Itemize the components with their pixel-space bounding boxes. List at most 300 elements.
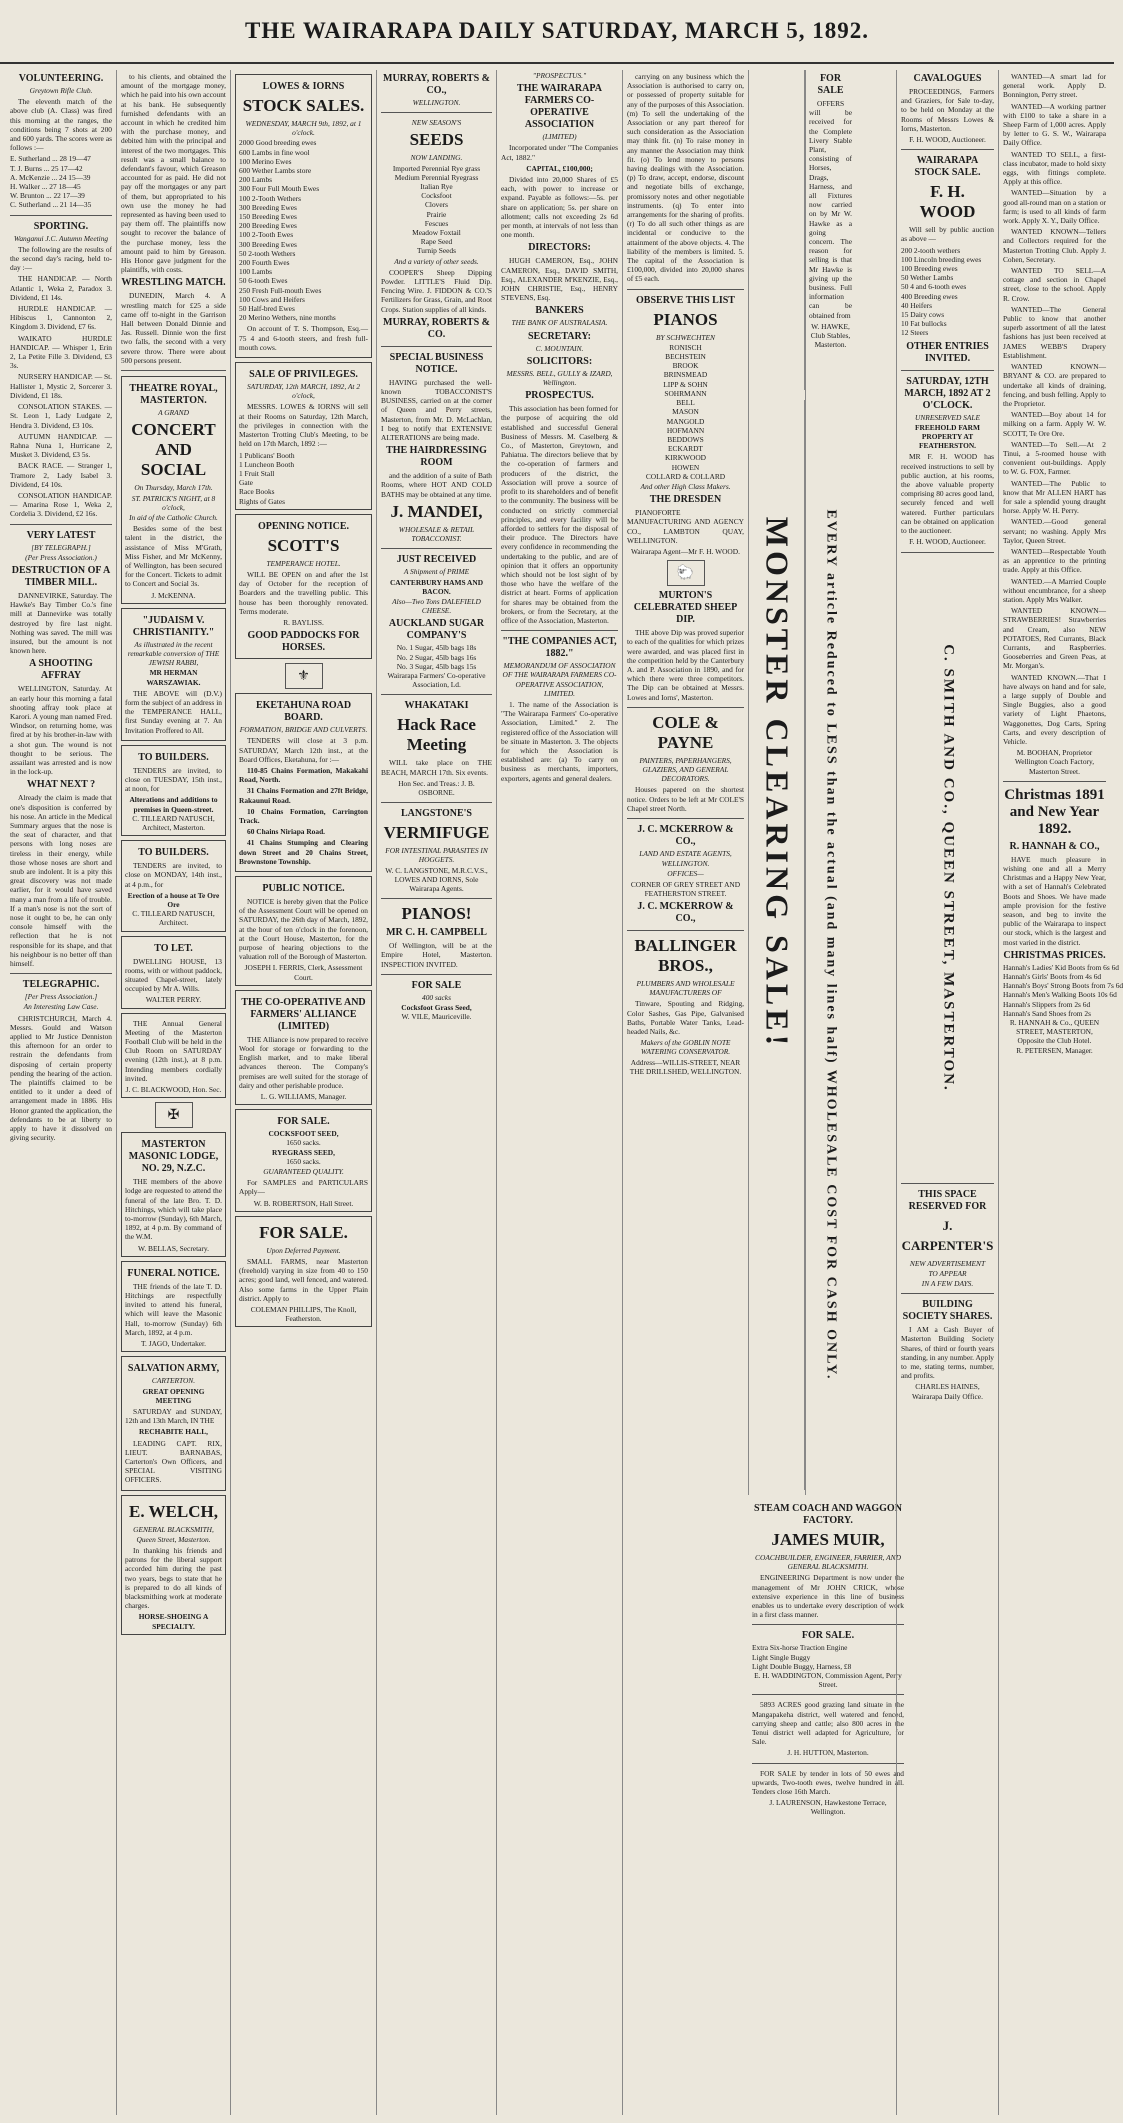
ad-text: Incorporated under "The Companies Act, 1882." — [501, 143, 618, 162]
piano-maker: BECHSTEIN — [665, 352, 706, 362]
ad-heading: DIRECTORS: — [528, 242, 591, 254]
seed-item: Imported Perennial Rye grass — [392, 163, 481, 173]
ad-text: DWELLING HOUSE, 13 rooms, with or without paddock, situated Chapel-street, lately occupied by Mr A. Wills. — [125, 956, 222, 994]
advertisement-seed-sale — [235, 1109, 372, 1212]
ad-subheading: Also—Two Tons DALEFIELD CHEESE. — [392, 596, 481, 616]
wanted-ad: WANTED—A smart lad for general work. Apply D. Bonnington, Perry street. — [1003, 72, 1106, 100]
ad-signature: W. C. LANGSTONE, M.R.C.V.S., LOWES AND IORNS, Sole Wairarapa Agents. — [385, 865, 488, 893]
column-10 — [998, 70, 1123, 2115]
ad-heading: R. HANNAH & CO., — [1009, 840, 1100, 852]
ad-name: MR HERMAN WARSZAWIAK. — [146, 668, 201, 687]
ad-subheading: 400 sacks — [422, 992, 451, 1002]
ad-text: Tinware, Spouting and Ridging, Color Sashes, Gas Pipe, Galvanised Baths, Portable Water Tanks, Lead-headed Nails, &c. — [627, 999, 744, 1037]
ad-subheading: CARTERTON. — [151, 1376, 196, 1386]
ad-title: STOCK SALES. — [242, 96, 365, 115]
ad-text: TENDERS will close at 3 p.m. SATURDAY, March 12th inst., at the Board Offices, Eketahuna, for :— — [239, 736, 368, 764]
stock-item: 100 Merino Ewes — [239, 156, 292, 166]
ad-heading: SOLICITORS: — [526, 355, 593, 367]
stock-item: 100 Lambs — [239, 267, 273, 277]
ad-heading: MR C. H. CAMPBELL — [386, 927, 487, 939]
advertisement-judaism — [121, 608, 226, 741]
seed-item: Italian Rye — [420, 182, 453, 192]
ad-heading: MURTON'S CELEBRATED SHEEP DIP. — [633, 590, 738, 626]
wanted-ad: WANTED KNOWN—BRYANT & CO. are prepared to undertake all kinds of draining, fencing, and bush felling. Apply to the Proprietor. — [1003, 362, 1106, 408]
seed-item: Meadow Foxtail — [412, 228, 461, 238]
ad-heading: LOWES & IORNS — [262, 81, 345, 92]
section-heading: SPORTING. — [33, 220, 89, 232]
ad-heading: THE HAIRDRESSING ROOM — [386, 445, 487, 469]
advertisement-temperance-hotel — [235, 514, 372, 659]
ad-title: J. MANDEI, — [390, 501, 483, 521]
ad-heading: J. C. MCKERROW & CO., — [637, 823, 734, 847]
ad-text: WILL BE OPEN on and after the 1st day of October for the reception of Boarders and the travelling public. This house has been thoroughly renovated. Terms moderate. — [239, 569, 368, 616]
ad-subheading: And other High Class Makers. — [640, 481, 731, 491]
stock-item: 2000 Good breeding ewes — [239, 138, 317, 148]
capital-amount: CAPITAL, £100,000; — [526, 163, 593, 173]
race-result: CONSOLATION STAKES. — St. Leon 1, Lady Ludgate 2, Hendra 3. Dividend, £3 10s. — [10, 402, 112, 430]
score-item: A. McKenzie ... 24 15—39 — [10, 172, 91, 182]
ad-text: and the addition of a suite of Bath Rooms, where HOT AND COLD BATHS may be obtained at any time. — [381, 471, 492, 499]
piano-maker: BEDDOWS — [667, 434, 704, 444]
ad-highlight: Erection of a house at Te Ore Ore — [127, 890, 220, 909]
score-item: H. Walker ... 27 18—45 — [10, 182, 81, 192]
sale-item: 1650 sacks. — [286, 1156, 321, 1166]
privilege-item: 1 Publicans' Booth — [239, 450, 295, 460]
stock-item: 100 2-Tooth Wethers — [239, 193, 301, 203]
wanted-ad: WANTED—To Sell.—At 2 Tinui, a 5-roomed house with convenient out-buildings. Apply to W. G. FOX, Farmer. — [1003, 439, 1106, 477]
ad-subheading: PAINTERS, PAPERHANGERS, GLAZIERS, AND GENERAL DECORATORS. — [639, 755, 732, 784]
tender-item: 10 Chains Formation, Carrington Track. — [239, 806, 368, 825]
ad-heading: CAVALOGUES — [913, 73, 982, 84]
privilege-item: Race Books — [239, 487, 275, 497]
wanted-ad: WANTED.—A Married Couple without encumbrance, for a sheep station. Apply Mrs Walker. — [1003, 576, 1106, 604]
ad-subheading: NEW ADVERTISEMENT — [909, 1258, 986, 1268]
ad-title: VERMIFUGE — [383, 823, 490, 843]
clearing-sale-title: MONSTER CLEARING SALE! — [759, 516, 796, 1049]
ad-heading: FOR SALE. — [277, 1116, 330, 1128]
wanted-ad: WANTED TO SELL, a first-class incubator, made to hold sixty eggs, with fittings complete. Apply at this office. — [1003, 149, 1106, 187]
piano-maker: HOWEN — [671, 462, 700, 472]
ad-heading: TO LET. — [154, 942, 193, 954]
seed-item: Medium Perennial Ryegrass — [394, 172, 479, 182]
divider — [10, 524, 112, 525]
price-item: Hannah's Boys' Strong Boots from 7s 6d — [1003, 981, 1123, 991]
stock-item: 15 Dairy cows — [901, 310, 945, 320]
piano-maker: HOFMANN — [666, 425, 705, 435]
ad-text: TENDERS are invited, to close on TUESDAY, 15th inst., at noon, for — [125, 765, 222, 794]
ad-subheading: GENERAL BLACKSMITH, — [133, 1524, 214, 1534]
sale-item: Extra Six-horse Traction Engine — [752, 1643, 848, 1653]
stock-item: 40 Heifers — [901, 300, 932, 310]
ad-signature: F. H. WOOD, Auctioneer. — [909, 135, 986, 145]
ad-text: Besides some of the best talent in the district, the assistance of Miss M'Grath, Miss Fisher, and Mr McKenny, of Wellington, has been secured for the Concert. Tickets to admit to Concert and Social 3s. — [125, 524, 222, 589]
ad-heading: THEATRE ROYAL, MASTERTON. — [129, 383, 218, 407]
coat-of-arms-icon: ⚜ — [285, 663, 323, 689]
stock-item: 50 Wether Lambs — [901, 273, 954, 283]
ad-signature: J. McKENNA. — [151, 590, 196, 600]
ad-heading: WAIRARAPA STOCK SALE. — [914, 155, 981, 179]
ad-heading: BANKERS — [535, 305, 584, 317]
piano-maker-list — [627, 343, 744, 481]
ad-text: Will sell by public auction as above — — [901, 225, 994, 244]
column-5 — [496, 70, 622, 2115]
clearing-sale-text: EVERY article Reduced to LESS than the actual (and many lines half) WHOLESALE COST FOR CASH ONLY. — [823, 509, 839, 1381]
ad-heading: THE WAIRARAPA FARMERS CO-OPERATIVE ASSOCIATION — [517, 83, 602, 131]
divider — [1003, 781, 1106, 782]
ad-signature: Address—WILLIS-STREET, NEAR THE DRILLSHED, WELLINGTON. — [629, 1057, 742, 1076]
divider — [901, 1293, 994, 1294]
ad-title: BALLINGER BROS., — [634, 936, 737, 975]
sugar-item: No. 1 Sugar, 45lb bags 18s — [396, 643, 477, 653]
ad-heading: SATURDAY, 12TH MARCH, 1892 AT 2 O'CLOCK. — [904, 375, 991, 411]
ad-signature: J. H. HUTTON, Masterton. — [787, 1748, 869, 1758]
ad-subheading: BY SCHWECHTEN — [656, 332, 715, 342]
divider — [901, 552, 994, 553]
price-item: Hannah's Sand Shoes from 2s — [1003, 1008, 1091, 1018]
ad-title: JAMES MUIR, — [771, 1530, 885, 1549]
ad-highlight: FREEHOLD FARM PROPERTY AT FEATHERSTON. — [915, 422, 980, 451]
column-2 — [116, 70, 230, 2115]
ad-title: GREAT OPENING MEETING — [142, 1386, 205, 1405]
stock-item: 50 2-tooth Wethers — [239, 248, 296, 258]
ad-text: Divided into 20,000 Shares of £5 each, with power to increase or expand. Payable as follows:—5s. per share on application; 5s. per share on allotment; calls not exceeding 2s 6d per month, at intervals of not less than one month. — [501, 175, 618, 240]
advertisement-football — [121, 1013, 226, 1099]
ad-signature: Hon Sec. and Treas.: J. B. OSBORNE. — [398, 778, 475, 797]
stock-item: 400 Breeding ewes — [901, 291, 958, 301]
ad-subheading: FORMATION, BRIDGE AND CULVERTS. — [239, 725, 368, 735]
stock-item: 200 2-tooth wethers — [901, 245, 961, 255]
ad-text: 1. The name of the Association is "The Wairarapa Farmers' Co-operative Association, Limited." 2. The registered office of the Association will be situate in Masterton. 3. The objects for which the Association is established are: (a) To carry on business as merchants, importers, exporters, agents and general dealers. — [501, 699, 618, 783]
article-heading: WRESTLING MATCH. — [121, 277, 226, 289]
divider — [381, 898, 492, 899]
ad-heading: LANGSTONE'S — [401, 808, 472, 820]
ad-heading: SPECIAL BUSINESS NOTICE. — [389, 351, 484, 375]
section-subheading: (Per Press Association.) — [25, 552, 97, 562]
privilege-item: Rights of Gates — [239, 496, 285, 506]
ad-signature: Wairarapa Farmers' Co-operative Association, Ld. — [387, 670, 486, 690]
ad-text: MESSRS. LOWES & IORNS will sell at their Rooms on Saturday, 12th March, the privileges in connection with the Masterton Trotting Club's Meeting, to be held on 17th March, 1892 :— — [239, 402, 368, 449]
ad-text: 5893 ACRES good grazing land situate in the Mangapakeha district, well watered and fenced, carrying sheep and cattle; also 800 acres in the Tenui district well adapted for Agriculture, for Sale. — [752, 1700, 904, 1747]
tender-item: 110-85 Chains Formation, Makakahi Road, North. — [239, 765, 368, 785]
advertisement-builders — [121, 745, 226, 836]
stock-item: 200 Fourth Ewes — [239, 258, 290, 268]
privilege-item: Gate — [239, 478, 253, 488]
seed-item: Turnip Seeds — [417, 246, 456, 256]
section-subheading: Wanganui J.C. Autumn Meeting — [13, 233, 109, 243]
stock-item: 100 Breeding ewes — [901, 264, 958, 274]
stock-item: 50 Half-bred Ewes — [239, 304, 295, 314]
ad-signature: W. B. ROBERTSON, Hall Street. — [253, 1198, 354, 1208]
newspaper-title: THE WAIRARAPA DAILY SATURDAY, MARCH 5, 1892. — [245, 18, 869, 43]
wanted-ad: WANTED—The Public to know that Mr ALLEN HART has for sale a splendid young draught horse. Apply W. H. Perry. — [1003, 478, 1106, 516]
wanted-ad: WANTED—The General Public to know that another superb assortment of all the latest fashions has just been received at JAMES WEBB'S Drapery Establishment. — [1003, 304, 1106, 360]
sugar-item: No. 2 Sugar, 45lb bags 16s — [396, 652, 477, 662]
ad-title: E. WELCH, — [129, 1501, 218, 1521]
price-item: Hannah's Slippers from 2s 6d — [1003, 999, 1091, 1009]
article-text: CHRISTCHURCH, March 4. Messrs. Gould and Watson applied to Mr Justice Denniston this afternoon for an order to restrain the defendants from disposing of certain property pending the hearing of the action. The plaintiffs claimed to be entitled to it under a deed of arrangement made in 1886. His Honor granted the application, the defendants to be at liberty to apply to have it dissolved on giving security. — [10, 1013, 112, 1143]
column-3 — [230, 70, 376, 2115]
ad-text: OFFERS will be received for the Complete Livery Stable Plant, consisting of Horses, Drags, Harness, and all Fixtures now carried on by Mr W. Hawke as a going concern. The reason for selling is that Mr Hawke is giving up the business. Full information can be obtained from — [809, 99, 852, 320]
ad-subheading: As illustrated in the recent remarkable conversion of THE JEWISH RABBI, — [127, 639, 220, 668]
divider — [752, 1624, 904, 1625]
stock-item: 150 Breeding Ewes — [239, 212, 297, 222]
advertisement-blacksmith — [121, 1495, 226, 1635]
piano-maker: ECKARDT — [668, 444, 703, 454]
ad-subheading: Queen Street, Masterton. — [136, 1534, 211, 1544]
ad-title: SEEDS — [409, 130, 464, 150]
sale-item: Light Double Buggy, Harness, £8 — [752, 1661, 852, 1671]
divider — [901, 370, 994, 371]
ad-heading: MASTERTON MASONIC LODGE, NO. 29, N.Z.C. — [128, 1139, 219, 1175]
sugar-list — [381, 643, 492, 671]
stock-item: 600 Lambs in fine wool — [239, 147, 310, 157]
piano-maker: LIPP & SOHN — [663, 379, 708, 389]
ad-subheading: UNRESERVED SALE — [915, 412, 980, 422]
section-subheading: Greytown Rifle Club. — [29, 86, 93, 95]
sale-item: RYEGRASS SEED, — [272, 1147, 335, 1157]
sale-item: 1650 sacks. — [286, 1138, 321, 1148]
seed-item: Rape Seed — [420, 237, 453, 247]
stock-item: 600 Wether Lambs store — [239, 166, 312, 176]
divider — [627, 707, 744, 708]
seed-list — [381, 164, 492, 256]
ad-text: For SAMPLES and PARTICULARS Apply— — [239, 1178, 368, 1197]
advertisement-funeral — [121, 1261, 226, 1352]
piano-maker: COLLARD & COLLARD — [645, 471, 726, 481]
ad-text: HAVING purchased the well-known TOBACCONIST'S BUSINESS, carried on at the corner of Queen and Perry streets, Masterton, from Mr. D. McLachlan, I beg to notify that EXTENSIVE ALTERATIONS are being made. — [381, 377, 492, 443]
divider — [121, 370, 226, 371]
ad-heading: JUST RECEIVED — [396, 554, 477, 566]
price-item: Hannah's Girls' Boots from 4s 6d — [1003, 972, 1102, 982]
ad-highlight: Alterations and additions to premises in Queen-street. — [129, 795, 218, 814]
ad-heading: WHAKATAKI — [404, 700, 469, 712]
ad-subheading: PLUMBERS AND WHOLESALE MANUFACTURERS OF — [636, 979, 735, 998]
ad-heading: J. C. MCKERROW & CO., — [637, 901, 734, 924]
ad-text: Of Wellington, will be at the Empire Hotel, Masterton. INSPECTION INVITED. — [381, 941, 492, 969]
section-heading: TELEGRAPHIC. — [22, 979, 100, 991]
tender-item: 31 Chains Formation and 27ft Bridge, Rakaunui Road. — [239, 786, 368, 805]
score-item: T. J. Burns ... 25 17—42 — [10, 163, 83, 173]
wanted-ad: WANTED—A working partner with £100 to take a share in a Sheep Farm of 1,000 acres. Apply by letter to G. S. W., Wairarapa Daily Office. — [1003, 101, 1106, 148]
article-text: WELLINGTON, Saturday. At an early hour this morning a fatal shooting affray took place at Karori. A young man named Fred. Windsor, on returning home, was fired at by his brother-in-law with a shot gun. The wound is not thought to be serious. The assailant was arrested and is now in the lock-up. — [10, 684, 112, 777]
race-result: AUTUMN HANDICAP. — Rahna Nuna 1, Hurricane 2, Musket 3. Dividend, £3 5s. — [10, 431, 112, 460]
tender-item: 60 Chains Niriapa Road. — [247, 827, 326, 837]
ad-subheading: MESSRS. BELL, GULLY & IZARD, Wellington. — [506, 368, 613, 388]
advertisement-concert — [121, 376, 226, 604]
stock-item: 50 6-tooth Ewes — [239, 276, 288, 286]
ad-text: THE Alliance is now prepared to receive Wool for storage or forwarding to the English market, and to make liberal advances thereon. The Company's premises are well suited for the storage of dairy and other perishable produce. — [239, 1034, 368, 1090]
divider — [381, 802, 492, 803]
masthead — [0, 0, 1114, 64]
privilege-item: 1 Luncheon Booth — [239, 459, 295, 469]
ad-title: Hack Race Meeting — [397, 715, 476, 755]
ad-text: THE friends of the late T. D. Hitchings are respectfully invited to attend his funeral, which will leave the Masonic Hall, to-morrow (Sunday) 6th March, 1892, at 4 p.m. — [125, 1281, 222, 1337]
privilege-item: 1 Fruit Stall — [239, 468, 275, 478]
ad-subheading: LAND AND ESTATE AGENTS, — [639, 848, 732, 858]
ad-heading: MURRAY, ROBERTS & CO., — [383, 73, 490, 96]
ad-signature: W. BELLAS, Secretary. — [138, 1243, 209, 1253]
stock-item: 300 Four Full Mouth Ewes — [239, 184, 320, 194]
sale-item: COCKSFOOT SEED, — [268, 1129, 339, 1139]
ad-title: F. H. WOOD — [919, 182, 976, 222]
race-result: WAIKATO HURDLE HANDICAP. — Whisper 1, Erin 2, La Petite Fille 3. Dividend, £3 3s. — [10, 333, 112, 371]
ad-heading: SALE OF PRIVILEGES. — [249, 369, 358, 381]
piano-maker: MANGOLD — [666, 416, 705, 426]
ad-title: J. CARPENTER'S — [901, 1217, 994, 1253]
smith-banner — [901, 558, 994, 1178]
ad-text: Houses papered on the shortest notice. Orders to be left at Mr COLE'S Chapel street North. — [627, 785, 744, 813]
ad-signature: W. VILE, Mauriceville. — [401, 1012, 472, 1022]
piano-maker: KIRKWOOD — [664, 453, 707, 463]
sale-item: Light Single Buggy — [752, 1652, 811, 1662]
divider — [381, 548, 492, 549]
ad-subheading: WELLINGTON. — [412, 98, 461, 107]
stock-list — [239, 138, 368, 322]
ad-date: SATURDAY, 12th MARCH, 1892, At 2 o'clock, — [246, 382, 361, 401]
divider — [627, 818, 744, 819]
ad-heading: "JUDAISM V. CHRISTIANITY." — [132, 614, 215, 638]
ad-subheading: In aid of the Catholic Church. — [129, 512, 218, 522]
stock-list — [901, 246, 994, 338]
ad-signature: M. BOOHAN, Proprietor Wellington Coach Factory, Masterton Street. — [1014, 748, 1095, 776]
advertisement-farms-sale — [235, 1216, 372, 1328]
column-4 — [376, 70, 496, 2115]
ad-heading: FUNERAL NOTICE. — [127, 1267, 220, 1279]
piano-maker: BRINSMEAD — [663, 370, 708, 380]
ad-title: SCOTT'S — [267, 535, 340, 555]
divider — [381, 974, 492, 975]
column-1 — [6, 70, 116, 2115]
wanted-ad: WANTED—Respectable Youth as an apprentice to the printing trade. Apply at this Office. — [1003, 546, 1106, 575]
ad-subheading: GUARANTEED QUALITY. — [263, 1167, 344, 1177]
ad-heading: OPENING NOTICE. — [257, 520, 350, 532]
stock-item: 300 Breeding Ewes — [239, 202, 297, 212]
ad-subheading: TO APPEAR — [928, 1268, 967, 1278]
ad-date: On Thursday, March 17th. — [134, 483, 213, 493]
stock-item: 250 Fresh Full-mouth Ewes — [239, 285, 322, 295]
ad-signature: R. BAYLISS. — [283, 617, 324, 627]
advertisement-builders — [121, 840, 226, 931]
ad-heading: BUILDING SOCIETY SHARES. — [902, 1299, 993, 1323]
ad-subheading: NEW SEASON'S — [411, 118, 462, 128]
ad-text: HAVE much pleasure in wishing one and all a Merry Christmas and a Happy New Year, with a set of Hannah's Celebrated Boots and Shoes. We have made ample provision for the festive season, and beg to invite the public of the Wairarapa to inspect our stock, which is the largest and most varied in the district. — [1003, 854, 1106, 947]
piano-maker: SOHRMANN — [664, 388, 707, 398]
ad-heading: PUBLIC NOTICE. — [262, 882, 345, 894]
divider — [901, 149, 994, 150]
column-7-top — [804, 70, 856, 390]
stock-item: 100 Cows and Heifers — [239, 294, 305, 304]
race-result: NURSERY HANDICAP. — St. Hallister 1, Mystic 2, Sorcerer 3. Dividend, £1 18s. — [10, 372, 112, 400]
ad-signature: CHARLES HAINES, Wairarapa Daily Office. — [912, 1382, 983, 1401]
wanted-ad: WANTED—Boy about 14 for milking on a farm. Apply W. W. SCOTT, Te Ore Ore. — [1003, 410, 1106, 438]
ad-signature: W. HAWKE, Club Stables, Masterton. — [810, 321, 851, 350]
article-text: DUNEDIN, March 4. A wrestling match for £25 a side came off to-night in the Garrison Hall between Donald Dinnie and Jas. Russell. Dinnie won the first two falls, the second with a very severe throw. There were about 500 persons present. — [121, 291, 226, 365]
masonic-emblem-icon: ✠ — [155, 1102, 193, 1128]
price-item: Hannah's Ladies' Kid Boots from 6s 6d — [1003, 962, 1119, 972]
ad-title: FOR SALE. — [259, 1222, 348, 1242]
piano-maker: MASON — [672, 407, 699, 417]
ad-heading: AUCKLAND SUGAR COMPANY'S — [388, 618, 485, 642]
ad-text: THE Annual General Meeting of the Masterton Football Club will be held in the Club Room on SATURDAY evening (12th inst.), at 8 p.m. Intending members cordially invited. — [125, 1018, 222, 1083]
ad-signature: C. TILLEARD NATUSCH, Architect. — [132, 909, 215, 928]
ad-text: I AM a Cash Buyer of Masterton Building Society Shares, of third or fourth years standing, in any number. Apply to me, stating terms, number, and profits. — [901, 1325, 994, 1381]
ad-text: This association has been formed for the purpose of acquiring the old established and successful General Business of Messrs. M. Caselberg & Co., of Masterton, Greytown, and Pahiatua. The directors believe that by the co-operation of farmers and producers of the district, the Association will prove a source of profit to its shareholders and of benefit to the community. The business will be conducted on strictly commercial principles, and every facility will be afforded to settlers for the disposal of their produce. The Directors have every confidence in recommending the undertaking to the public, and are of opinion that it offers an opportunity which should not be lost sight of by those who have the welfare of the district at heart. Forms of application for shares may be obtained from the brokers, or from the Secretary, at the office of the Association, Masterton. — [501, 404, 618, 625]
column-7 — [748, 1500, 908, 2115]
ad-signature: J. LAURENSON, Hawkestone Terrace, Wellington. — [769, 1798, 887, 1817]
ad-subheading: WHOLESALE & RETAIL TOBACCONIST. — [398, 524, 475, 544]
score-item: W. Brunton ... 22 17—39 — [10, 191, 85, 201]
stock-item: 10 Fat bullocks — [901, 319, 947, 329]
ad-signature: Wairarapa Agent—Mr F. H. WOOD. — [631, 546, 740, 556]
divider — [627, 289, 744, 290]
ad-subheading: COACHBUILDER, ENGINEER, FARRIER, AND GENERAL BLACKSMITH. — [755, 1553, 901, 1572]
section-heading: VOLUNTEERING. — [18, 73, 104, 84]
seed-item: Fescues — [424, 218, 449, 228]
ad-subheading: C. MOUNTAIN. — [535, 343, 584, 353]
wanted-ad: WANTED.—Good general servant; no washing. Apply Mrs Taylor, Queen Street. — [1003, 517, 1106, 545]
divider — [752, 1694, 904, 1695]
stock-item: 12 Steers — [901, 328, 929, 338]
clearing-sale-detail-inner — [809, 400, 852, 1490]
ad-signature: WALTER PERRY. — [145, 995, 202, 1005]
ad-subheading: A Shipment of PRIME — [403, 567, 470, 577]
ad-text: SMALL FARMS, near Masterton (freehold) varying in size from 40 to 150 acres; good land, well fenced, and watered. Also some farms in the Upper Plain district. Apply to — [239, 1257, 368, 1303]
advertisement-road-board — [235, 693, 372, 872]
seed-item: Cocksfoot — [421, 191, 452, 201]
ad-heading: TO BUILDERS. — [138, 751, 209, 763]
christmas-title: Christmas 1891 and New Year 1892. — [1004, 786, 1105, 837]
ad-heading: STEAM COACH AND WAGGON FACTORY. — [754, 1503, 902, 1526]
ad-text: HUGH CAMERON, Esq., JOHN CAMERON, Esq., DAVID SMITH, Esq., ALEXANDER M'KENZIE, Esq., JOHN CHRISTIE, Esq., HENRY STEVENS, Esq. — [501, 256, 618, 303]
ad-subheading: OFFICES— — [667, 869, 704, 879]
privilege-list — [239, 451, 368, 506]
wanted-ad: WANTED TO SELL—A cottage and section in Chapel street, close to the school. Apply R. Crow. — [1003, 266, 1106, 303]
column-6 — [622, 70, 748, 2115]
price-list — [1003, 962, 1123, 1018]
divider — [381, 694, 492, 695]
ad-highlight: HORSE-SHOEING A SPECIALTY. — [138, 1612, 209, 1631]
race-result: CONSOLATION HANDICAP. — Amarina Rose 1, Weka 2, Cordelia 3. Dividend, £2 16s. — [10, 490, 112, 519]
piano-maker: RONISCH — [669, 342, 702, 352]
seed-item: Clovers — [425, 200, 448, 210]
ad-subheading: And a variety of other seeds. — [394, 256, 479, 266]
ad-heading: GOOD PADDOCKS FOR HORSES. — [247, 630, 360, 654]
ad-heading: TO BUILDERS. — [138, 847, 209, 859]
ad-heading: THIS SPACE RESERVED FOR — [908, 1188, 987, 1212]
ad-subheading: Upon Deferred Payment. — [266, 1245, 341, 1255]
race-result: HURDLE HANDICAP. — Hibiscus 1, Cannonton 2, Kingdom 3. Dividend, £7 6s. — [10, 304, 112, 332]
article-text: The eleventh match of the above club (A. Class) was fired this morning at the ranges, the conditions being 7 shots at 200 and 600 yards. The scores were as follows :— — [10, 97, 112, 153]
score-list — [10, 154, 112, 209]
ad-signature: J. C. BLACKWOOD, Hon. Sec. — [125, 1085, 222, 1095]
ad-signature: T. JAGO, Undertaker. — [141, 1339, 206, 1349]
article-heading: A SHOOTING AFFRAY — [29, 658, 93, 682]
ad-signature: R. PETERSEN, Manager. — [1016, 1045, 1093, 1055]
score-item: E. Sutherland ... 28 19—47 — [10, 154, 91, 164]
article-text: to his clients, and obtained the amount of the mortgage money, which he paid into his own account at his bank. He subsequently furnished defendants with an account in which he credited him with the purchase money, and debited him with the principal and interest of the two mortgages. This result was a small balance to defendant's favour, which Greason accounted for as paid. He did not pay off the mortgages or any part of them, but appropriated to his own use the money he had represented as having been used to pay them off. The plaintiffs now sought to recover the balance of the purchase money, less the amount paid to him by Greason. His Honor gave judgment for the plaintiffs, with costs. — [121, 72, 226, 275]
ad-subheading: FOR INTESTINAL PARASITES IN HOGGETS. — [385, 846, 488, 865]
divider — [10, 215, 112, 216]
ad-text: FOR SALE by tender in lots of 50 ewes and upwards, Two-tooth ewes, twelve hundred in all. Tenders close 16th March. — [752, 1768, 904, 1797]
ad-heading: FOR SALE — [411, 979, 462, 991]
divider — [627, 930, 744, 931]
seed-item: Prairie — [426, 209, 447, 219]
column-9 — [896, 70, 998, 2115]
ad-text: LEADING CAPT. RIX, LIEUT. BARNABAS, Carterton's Own Officers, and SPECIAL VISITING OFFICERS. — [125, 1438, 222, 1485]
ad-text: THE ABOVE will (D.V.) form the subject of an address in the TEMPERANCE HALL, first Sunday evening at 7. An Invitation Proffered to All. — [125, 688, 222, 735]
wanted-ad: WANTED—Situation by a good all-round man on a station or farm; is used to all kinds of farm work. Apply X. Y., Daily Office. — [1003, 188, 1106, 226]
piano-maker: BROOK — [672, 361, 699, 371]
